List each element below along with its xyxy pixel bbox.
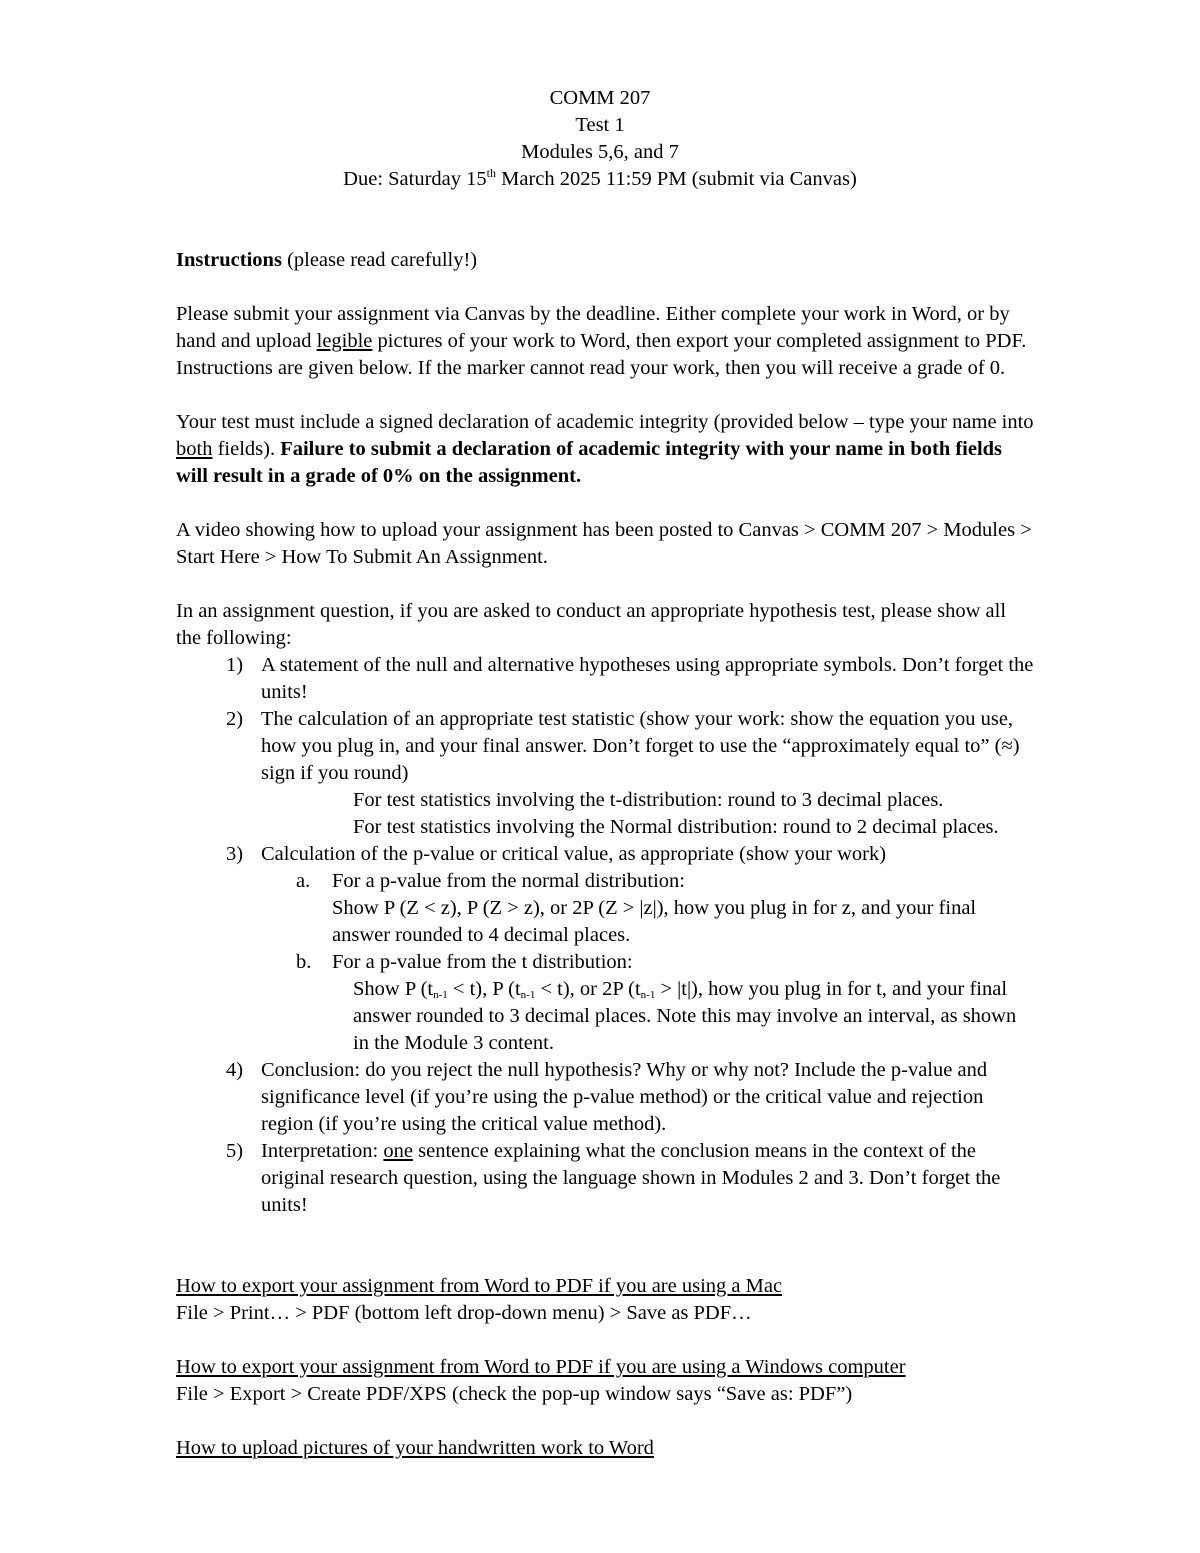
sub-heading: For a p-value from the normal distribution: (332, 870, 685, 892)
subscript: n-1 (520, 989, 536, 1001)
integrity-text-a: Your test must include a signed declaration of academic integrity (provided below – type your name into (176, 411, 1034, 433)
hypothesis-intro: In an assignment question, if you are asked to conduct an appropriate hypothesis test, please show all the following: (176, 600, 1007, 649)
document-header (0, 85, 1200, 193)
mac-export-heading: How to export your assignment from Word to PDF if you are using a Mac (176, 1275, 783, 1297)
step-number: 4) (226, 1059, 244, 1081)
detail-part: Show P (t (353, 978, 434, 1000)
sub-letter: b. (296, 951, 312, 973)
both-emphasis: both (176, 438, 213, 460)
step-text-rest: sentence explaining what the conclusion means in the context of the original research question, using the language shown in Modules 2 and 3. Don’t forget the units! (261, 1140, 1001, 1216)
integrity-text-b: fields). (212, 438, 281, 460)
integrity-warning: Failure to submit a declaration of academic integrity with your name in both fields will result in a grade of 0% on the assignment. (176, 438, 1003, 487)
submission-text-b: pictures of your work to Word, then export your completed assignment to PDF. Instructions are given below. If the marker cannot read your work, then you will receive a grade of 0. (176, 330, 1027, 379)
step-1 (176, 652, 1036, 706)
step-5 (176, 1138, 1036, 1219)
test-title: Test 1 (575, 114, 625, 136)
integrity-paragraph (176, 409, 1036, 490)
step-text: The calculation of an appropriate test statistic (show your work: show the equation you use, how you plug in, and your final answer. Don’t forget to use the “approximately equal to” (≈) sign if you round) (261, 708, 1020, 784)
video-paragraph: A video showing how to upload your assignment has been posted to Canvas > COMM 207 > Modules > Start Here > How To Submit An Assignment. (176, 519, 1032, 568)
step-3-b-detail (176, 976, 1036, 1057)
step-2 (176, 706, 1036, 787)
detail-part: < t), P (t (447, 978, 521, 1000)
step-3 (176, 841, 1036, 868)
submission-text-a: Please submit your assignment via Canvas by the deadline. Either complete your work in Word, or by hand and upload (176, 303, 1010, 352)
step-number: 5) (226, 1140, 244, 1162)
document-body (176, 247, 1036, 1462)
step-number: 1) (226, 654, 244, 676)
step-text: Interpretation: (261, 1140, 384, 1162)
sub-letter: a. (296, 870, 311, 892)
subscript: n-1 (433, 989, 448, 1001)
step-2-note-t: For test statistics involving the t-distribution: round to 3 decimal places. (353, 789, 944, 811)
step-3-a (176, 868, 1036, 949)
step-text: Conclusion: do you reject the null hypothesis? Why or why not? Include the p-value and significance level (if you’re using the p-value method) or the critical value and rejection region (if you’re using the critical value method). (261, 1059, 988, 1135)
detail-part: > |t|), how you plug in for t, and your final answer rounded to 3 decimal places. Note this may involve an interval, as shown in the Module 3 content. (353, 978, 1017, 1054)
step-number: 3) (226, 843, 244, 865)
sub-heading: For a p-value from the t distribution: (332, 951, 633, 973)
legible-emphasis: legible (316, 330, 373, 352)
course-code: COMM 207 (549, 87, 651, 109)
one-emphasis: one (383, 1140, 413, 1162)
due-ordinal: th (486, 166, 496, 180)
instructions-heading (176, 247, 1036, 274)
due-date-line (0, 166, 1200, 193)
windows-export-steps: File > Export > Create PDF/XPS (check the pop-up window says “Save as: PDF”) (176, 1383, 853, 1405)
sub-detail: Show P (Z < z), P (Z > z), or 2P (Z > |z|), how you plug in for z, and your final answer rounded to 4 decimal places. (332, 897, 977, 946)
windows-export-heading: How to export your assignment from Word to PDF if you are using a Windows computer (176, 1356, 906, 1378)
step-number: 2) (226, 708, 244, 730)
submission-paragraph (176, 301, 1036, 382)
subscript: n-1 (640, 989, 656, 1001)
upload-pictures-heading: How to upload pictures of your handwritten work to Word (176, 1437, 654, 1459)
instructions-note: (please read carefully!) (281, 249, 478, 271)
step-4 (176, 1057, 1036, 1138)
due-suffix: March 2025 11:59 PM (submit via Canvas) (496, 168, 857, 190)
modules-line: Modules 5,6, and 7 (521, 141, 679, 163)
due-prefix: Due: Saturday 15 (343, 168, 487, 190)
step-2-note-normal: For test statistics involving the Normal distribution: round to 2 decimal places. (353, 816, 999, 838)
detail-part: < t), or 2P (t (535, 978, 641, 1000)
step-text: Calculation of the p-value or critical value, as appropriate (show your work) (261, 843, 887, 865)
mac-export-steps: File > Print… > PDF (bottom left drop-down menu) > Save as PDF… (176, 1302, 752, 1324)
step-text: A statement of the null and alternative hypotheses using appropriate symbols. Don’t forget the units! (261, 654, 1034, 703)
step-3-b (176, 949, 1036, 976)
instructions-title: Instructions (176, 249, 282, 271)
